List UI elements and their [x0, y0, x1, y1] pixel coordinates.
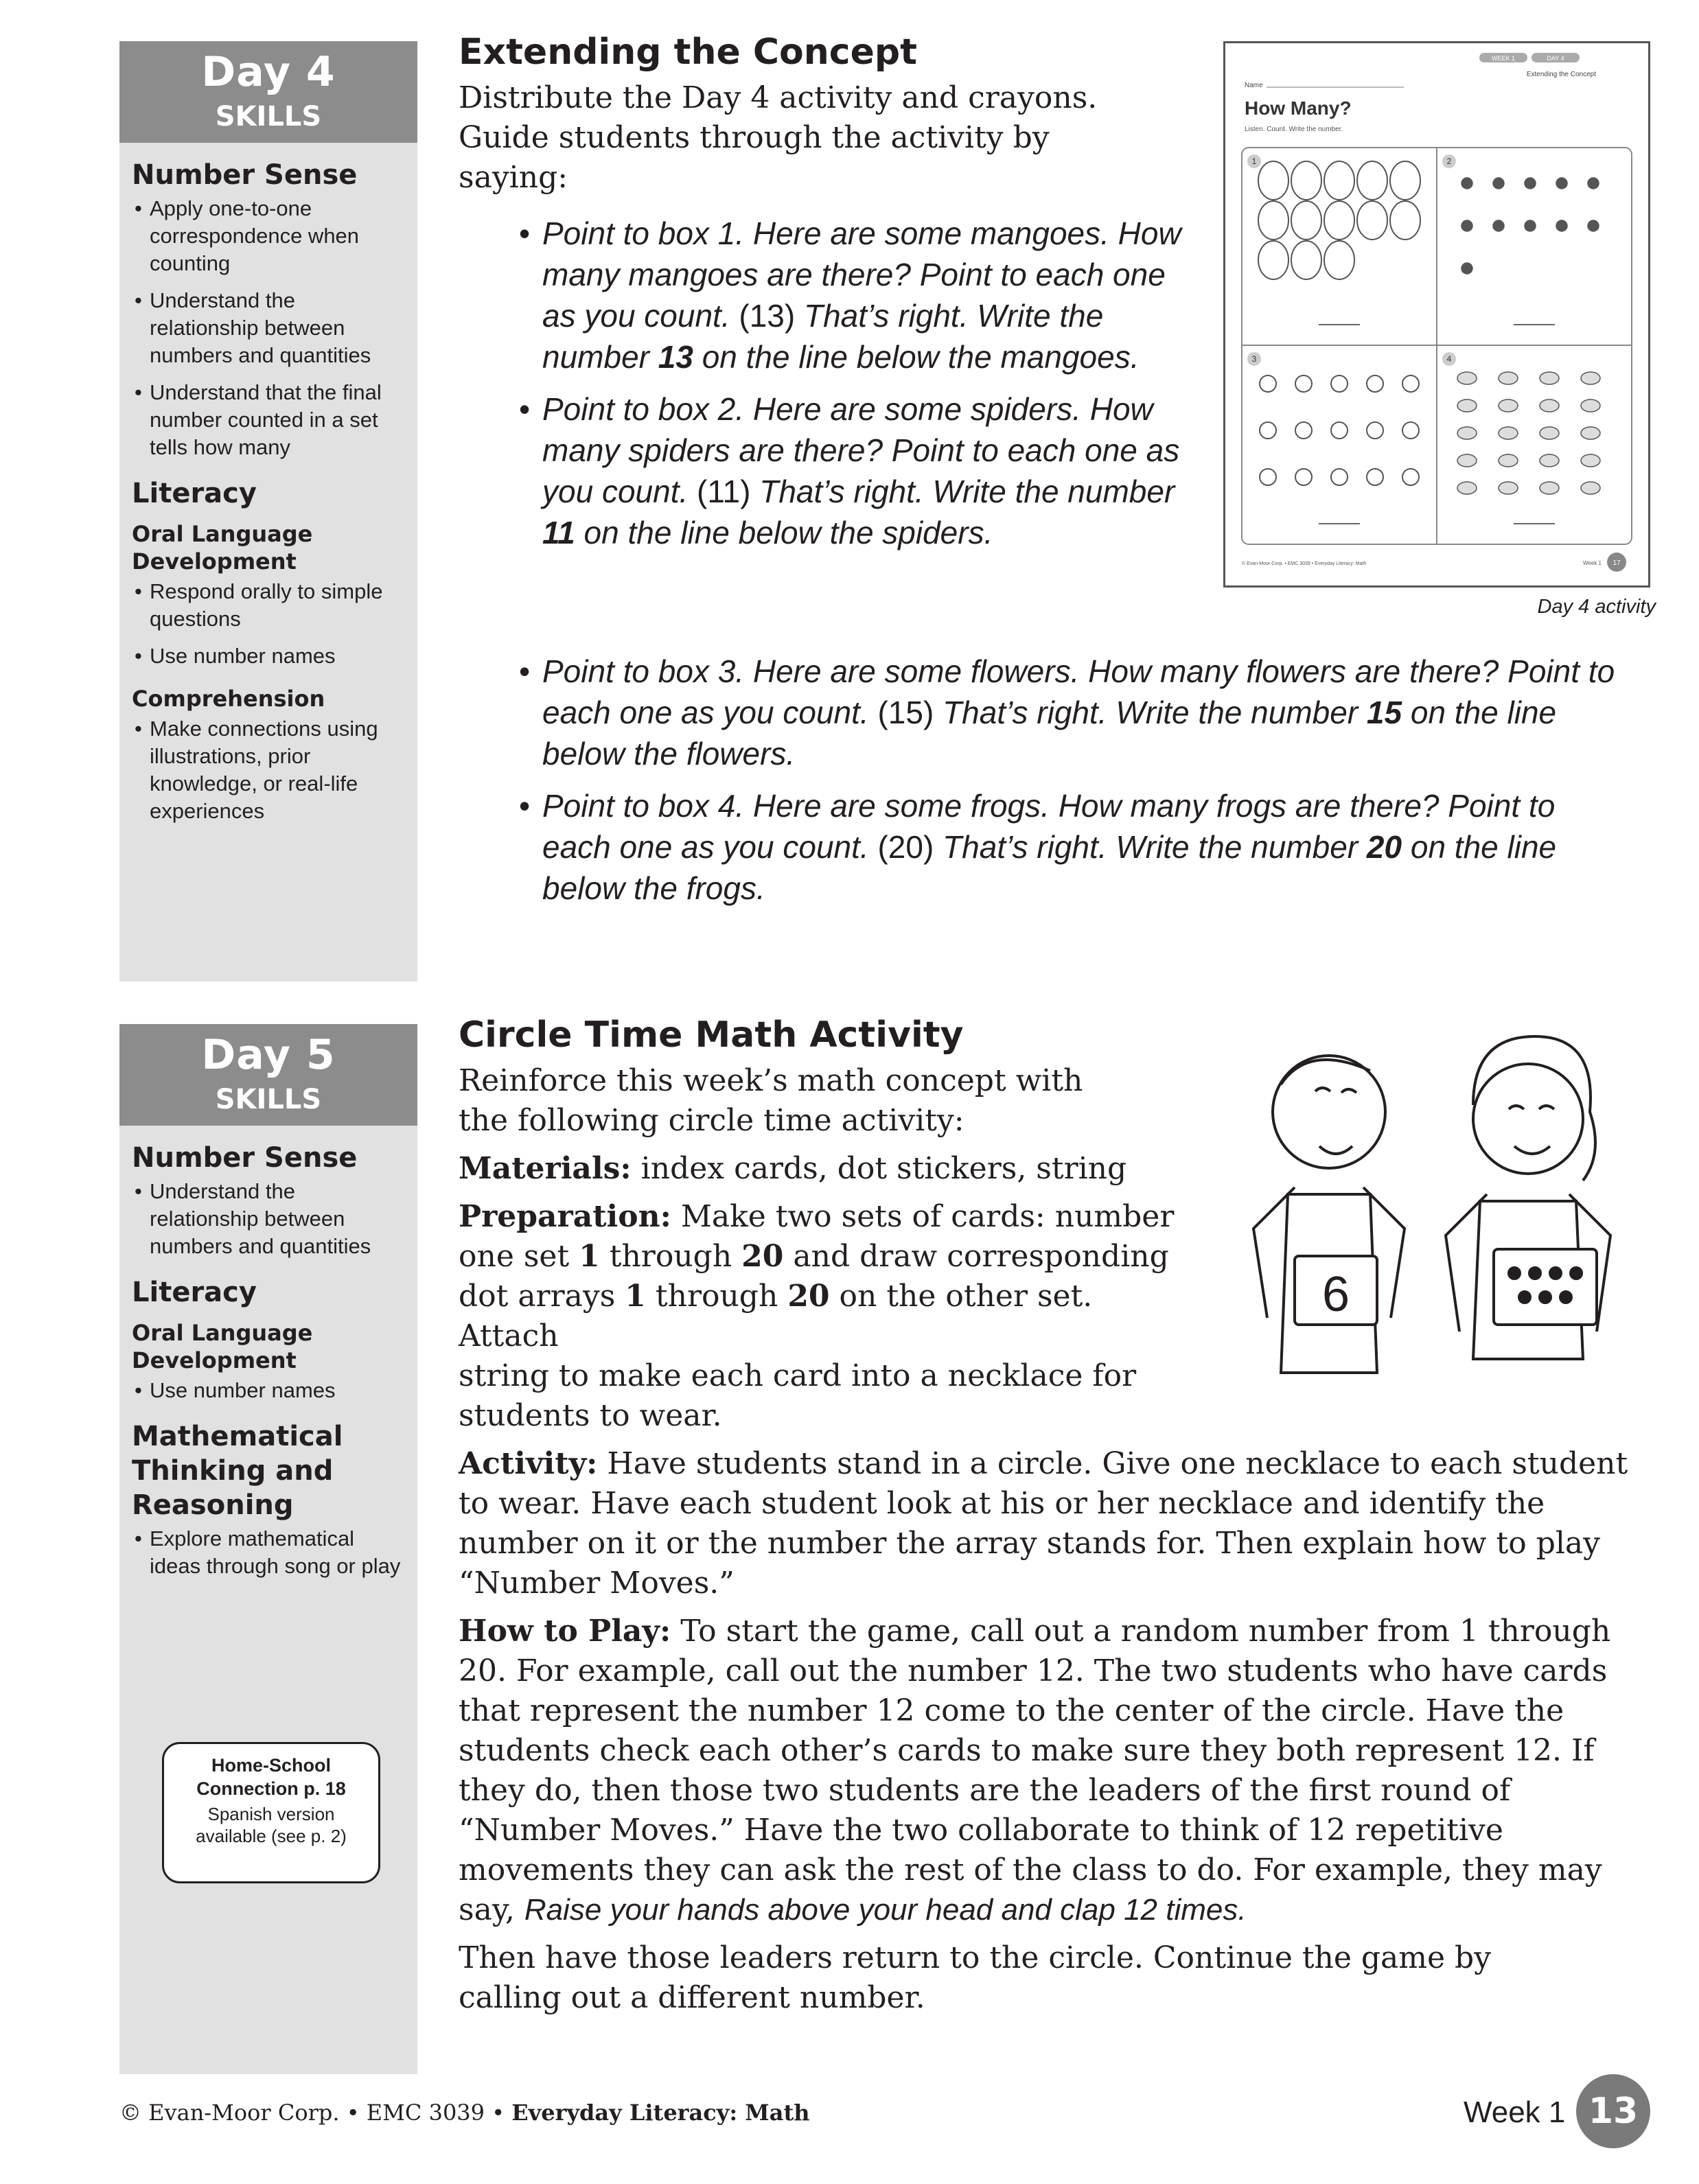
bullet-text: on the line below the flowers.	[542, 695, 1557, 771]
closing-paragraph: Then have those leaders return to the circle. Continue the game by calling out a different number.	[459, 1940, 1492, 2015]
number: 11	[542, 515, 575, 550]
day5-number-sense-heading: Number Sense	[132, 1142, 358, 1174]
prep-number: 1	[625, 1279, 646, 1314]
prep-text: string to make each card into a necklace for	[459, 1358, 1137, 1393]
thumb-day-tag: DAY 4	[1547, 55, 1564, 62]
day4-comprehension-subheading: Comprehension	[132, 686, 325, 712]
bullet-box-1	[512, 213, 1185, 377]
extending-concept-section	[459, 30, 1200, 198]
list-item: • Respond orally to simple questions	[132, 578, 405, 633]
bullet-box-4	[512, 785, 1624, 909]
day5-math-thinking-list	[132, 1525, 405, 1580]
prep-text: and draw corresponding	[793, 1239, 1169, 1274]
day4-skills-label: SKILLS	[215, 101, 322, 132]
answer: (15)	[877, 695, 934, 730]
card-number: 6	[1321, 1267, 1350, 1322]
how-to-play-paragraph	[459, 1612, 1639, 1930]
how-to-play-label: How to Play:	[459, 1614, 671, 1649]
bullet-text: That’s right. Write the number	[759, 474, 1175, 509]
prep-text: one set	[459, 1239, 570, 1274]
prep-text: students to wear.	[459, 1398, 722, 1433]
materials-text: index cards, dot stickers, string	[640, 1151, 1127, 1186]
extending-bullets-lower	[512, 651, 1624, 920]
number: 20	[1366, 829, 1402, 865]
extending-concept-title: Extending the Concept	[459, 32, 917, 73]
answer: (13)	[739, 298, 796, 334]
day4-literacy-heading: Literacy	[132, 478, 257, 509]
home-school-title-line1: Home-School	[211, 1755, 331, 1776]
day4-number-sense-heading: Number Sense	[132, 159, 358, 191]
copyright-text: © Evan-Moor Corp. • EMC 3039 •	[119, 2100, 505, 2126]
materials-label: Materials:	[459, 1151, 632, 1186]
thumb-title: How Many?	[1245, 97, 1352, 119]
book-title: Everyday Literacy: Math	[511, 2100, 810, 2126]
flowers-illustration	[1260, 375, 1419, 485]
day4-oral-language-subheading: Oral Language Development	[132, 521, 313, 574]
thumb-name-label: Name	[1245, 82, 1263, 89]
list-item: • Explore mathematical ideas through song or play	[132, 1525, 405, 1580]
preparation-label: Preparation:	[459, 1199, 671, 1234]
day5-oral-language-subheading: Oral Language Development	[132, 1320, 313, 1373]
extending-bullets-upper	[512, 213, 1185, 564]
day5-skills-sidebar	[119, 1024, 417, 2074]
page-number-badge: 13	[1576, 2074, 1650, 2148]
day4-activity-caption: Day 4 activity	[1537, 596, 1656, 618]
home-school-connection-box	[162, 1742, 380, 1883]
list-item: • Understand that the final number counted in a set tells how many	[132, 379, 405, 461]
day4-header	[119, 41, 417, 143]
home-school-title-line2: Connection p. 18	[196, 1778, 346, 1799]
answer: (11)	[697, 474, 751, 509]
prep-text: through	[609, 1239, 732, 1274]
bullet-box-3	[512, 651, 1624, 774]
day5-skills-label: SKILLS	[215, 1084, 322, 1115]
prep-number: 1	[579, 1239, 600, 1274]
activity-sheet-image	[1225, 43, 1648, 585]
spiders-illustration	[1461, 178, 1599, 274]
answer: (20)	[877, 829, 934, 865]
frogs-illustration	[1457, 372, 1600, 494]
day4-oral-language-list	[132, 578, 405, 670]
day5-header	[119, 1024, 417, 1126]
mangoes-illustration	[1258, 161, 1420, 279]
prep-number: 20	[741, 1239, 784, 1274]
thumb-page-number: 17	[1613, 559, 1621, 567]
activity-text: Have students stand in a circle. Give one necklace to each student to wear. Have each student look at his or her necklace and identify the number on it or the number the array stands for. Then explain how to play “Number Moves.”	[459, 1446, 1628, 1601]
thumb-box-1-number: 1	[1251, 156, 1257, 166]
how-to-play-text: To start the game, call out a random number from 1 through 20. For example, call out the number 12. The two students who have cards that represent the number 12 come to the center of the circle. Have the students check each other’s cards to make sure they both represent 12. If they do, then those two students are the leaders of the first round of “Number Moves.” Have the two collaborate to think of 12 repetitive movements they can ask the rest of the class to do. For example, they may say,	[459, 1614, 1611, 1927]
bullet-text: That’s right. Write the number	[943, 695, 1359, 730]
prep-text: dot arrays	[459, 1279, 616, 1314]
circle-time-title: Circle Time Math Activity	[459, 1014, 964, 1056]
list-item: • Understand the relationship between numbers and quantities	[132, 287, 405, 369]
day4-skills-sidebar	[119, 41, 417, 981]
prep-number: 20	[787, 1279, 830, 1314]
home-school-title	[164, 1754, 378, 1800]
bullet-text: That’s right. Write the number	[943, 829, 1359, 865]
number: 15	[1366, 695, 1402, 730]
thumb-box-2-number: 2	[1446, 156, 1452, 166]
day4-comprehension-list	[132, 715, 405, 825]
footer-week: Week 1	[1464, 2095, 1566, 2129]
day5-number-sense-list	[132, 1178, 405, 1260]
list-item: • Use number names	[132, 1377, 405, 1404]
day4-label: Day 4	[201, 48, 336, 96]
prep-text: through	[655, 1279, 778, 1314]
extending-concept-intro: Distribute the Day 4 activity and crayons. Guide students through the activity by saying:	[459, 80, 1098, 195]
number: 13	[658, 339, 693, 375]
thumb-footer-week: Week 1	[1583, 560, 1602, 566]
prep-text: on the other set. Attach	[459, 1279, 1093, 1354]
thumb-box-4-number: 4	[1446, 354, 1452, 364]
thumb-footer-left: © Evan-Moor Corp. • EMC 3039 • Everyday Literacy: Math	[1242, 561, 1367, 566]
bullet-text: Point to box 1. Here are some mangoes. How many mangoes are there? Point to each one as you count.	[542, 216, 1181, 334]
bullet-text: on the line below the frogs.	[542, 829, 1557, 906]
day4-activity-thumbnail	[1223, 41, 1650, 588]
bullet-text: Point to box 3. Here are some flowers. How many flowers are there? Point to each one as you count.	[542, 653, 1615, 730]
day4-number-sense-list	[132, 195, 405, 461]
footer-copyright	[119, 2099, 810, 2126]
day5-math-thinking-heading: Mathematical Thinking and Reasoning	[132, 1421, 343, 1521]
thumb-box-3-number: 3	[1251, 354, 1257, 364]
bullet-text: Point to box 4. Here are some frogs. How many frogs are there? Point to each one as you count.	[542, 788, 1556, 865]
home-school-note-line2: available (see p. 2)	[196, 1826, 347, 1846]
prep-text: Make two sets of cards: number	[680, 1199, 1175, 1234]
list-item: • Understand the relationship between numbers and quantities	[132, 1178, 405, 1260]
bullet-box-2	[512, 388, 1185, 553]
bullet-text: Point to box 2. Here are some spiders. How many spiders are there? Point to each one as you count.	[542, 391, 1180, 509]
day5-label: Day 5	[201, 1031, 336, 1079]
home-school-note	[164, 1803, 378, 1847]
thumb-subtitle: Extending the Concept	[1526, 71, 1596, 78]
home-school-note-line1: Spanish version	[207, 1804, 335, 1824]
bullet-text: on the line below the spiders.	[583, 515, 993, 550]
how-to-play-quote: Raise your hands above your head and clap 12 times.	[524, 1893, 1247, 1927]
list-item: • Use number names	[132, 642, 405, 670]
circle-time-intro: Reinforce this week’s math concept with the following circle time activity:	[459, 1063, 1083, 1138]
preparation-paragraph	[459, 1197, 1200, 1436]
list-item: • Make connections using illustrations, prior knowledge, or real-life experiences	[132, 715, 405, 825]
activity-label: Activity:	[459, 1446, 598, 1481]
day5-literacy-heading: Literacy	[132, 1277, 257, 1308]
thumb-instructions: Listen. Count. Write the number.	[1245, 126, 1343, 133]
children-illustration	[1226, 1030, 1638, 1386]
day5-oral-language-list	[132, 1377, 405, 1404]
bullet-text: That’s right. Write the number	[542, 298, 1104, 375]
bullet-text: on the line below the mangoes.	[702, 339, 1140, 375]
activity-paragraph	[459, 1444, 1639, 1603]
list-item: • Apply one-to-one correspondence when counting	[132, 195, 405, 277]
thumb-week-tag: WEEK 1	[1491, 55, 1516, 62]
